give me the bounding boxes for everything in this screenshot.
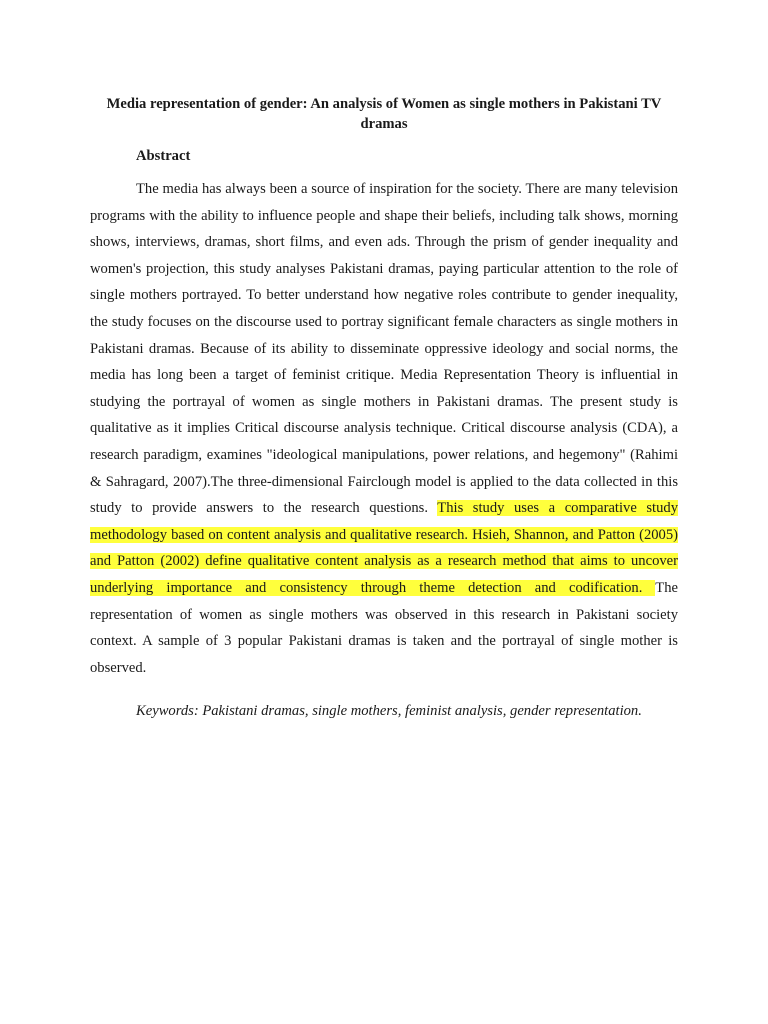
abstract-paragraph [90, 176, 678, 681]
keywords-line: Keywords: Pakistani dramas, single mothers, feminist analysis, gender representation. [136, 703, 642, 719]
highlighted-text: This study uses a comparative study methodology based on content analysis and qualitative research. Hsieh, Shannon, and Patton (2005) and Patton (2002) define qualitative content analysis as a research method that aims to uncover underlying importance and consistency through theme detection and codification. [90, 500, 678, 596]
document-title: Media representation of gender: An analysis of Women as single mothers in Pakistani TV dramas [106, 96, 662, 132]
abstract-text-start: The media has always been a source of inspiration for the society. There are many television programs with the ability to influence people and shape their beliefs, including talk shows, morning shows, interviews, dramas, short films, and even ads. Through the prism of gender inequality and women's projection, this study analyses Pakistani dramas, paying particular attention to the role of single mothers portrayed. To better understand how negative roles contribute to gender inequality, the study focuses on the discourse used to portray significant female characters as single mothers in Pakistani dramas. Because of its ability to disseminate oppressive ideology and social norms, the media has long been a target of feminist critique. Media Representation Theory is influential in studying the portrayal of women as single mothers in Pakistani dramas. The present study is qualitative as it implies Critical discourse analysis technique. Critical discourse analysis (CDA), a research paradigm, examines "ideological manipulations, power relations, and hegemony" (Rahimi & Sahragard, 2007).The three-dimensional Fairclough model is applied to the data collected in this study to provide answers to the research questions. [90, 181, 678, 517]
abstract-heading: Abstract [136, 148, 191, 164]
abstract-text-end: The representation of women as single mothers was observed in this research in Pakistani society context. A sample of 3 popular Pakistani dramas is taken and the portrayal of single mother is observed. [90, 579, 678, 676]
